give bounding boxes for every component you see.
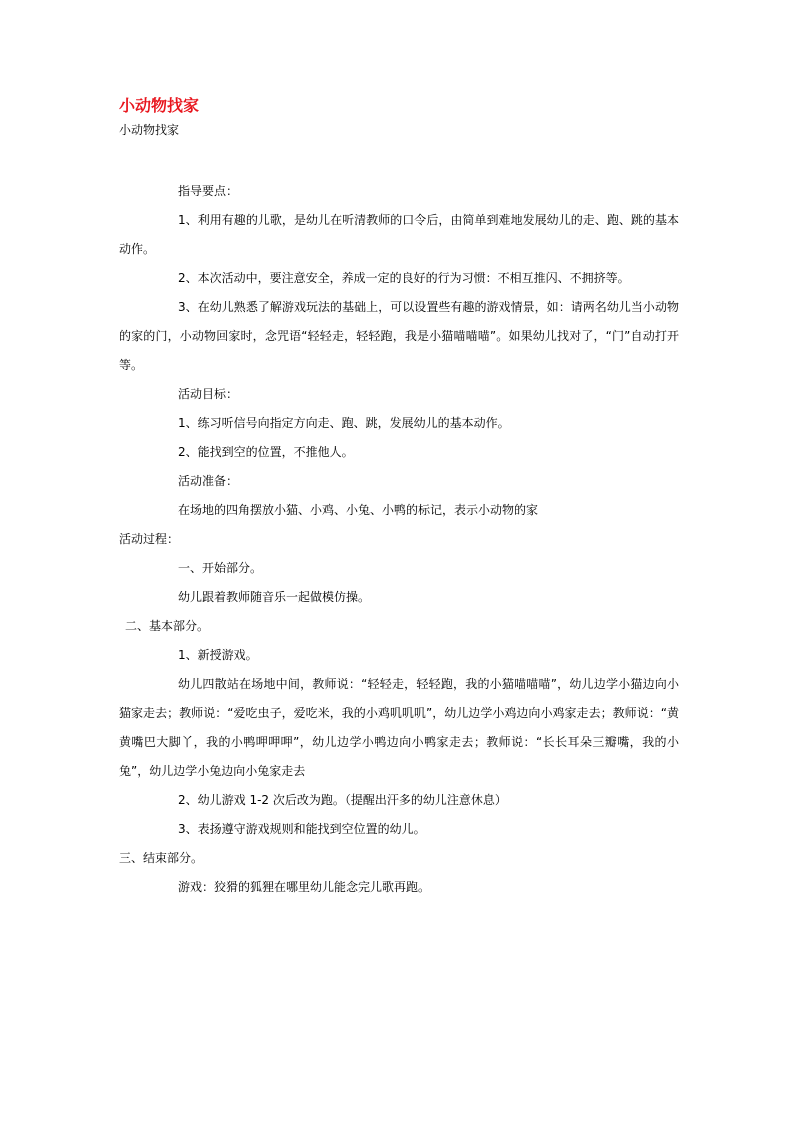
process-part-2-item-3: 3、表扬遵守游戏规则和能找到空位置的幼儿。 (178, 822, 426, 836)
process-part-1-heading: 一、开始部分。 (178, 561, 263, 575)
guidance-point-3: 3、在幼儿熟悉了解游戏玩法的基础上，可以设置些有趣的游戏情景，如：请两名幼儿当小动物的家的门，小动物回家时，念咒语“轻轻走，轻轻跑，我是小猫喵喵喵”。如果幼儿找对了，“门”自动打开等。 (119, 300, 679, 372)
goal-2: 2、能找到空的位置，不推他人。 (178, 445, 354, 459)
section-heading-process: 活动过程： (119, 532, 180, 546)
goal-1: 1、练习听信号向指定方向走、跑、跳，发展幼儿的基本动作。 (178, 416, 510, 430)
process-part-2-heading: 二、基本部分。 (125, 619, 210, 633)
process-part-3-text: 游戏：狡猾的狐狸在哪里幼儿能念完儿歌再跑。 (178, 880, 431, 894)
guidance-point-1: 1、利用有趣的儿歌，是幼儿在听清教师的口令后，由简单到难地发展幼儿的走、跑、跳的基本动作。 (119, 213, 679, 256)
guidance-point-2: 2、本次活动中，要注意安全，养成一定的良好的行为习惯：不相互推闪、不拥挤等。 (178, 271, 630, 285)
preparation-text: 在场地的四角摆放小猫、小鸡、小兔、小鸭的标记，表示小动物的家 (178, 503, 539, 517)
process-part-2-item-2: 2、幼儿游戏 1-2 次后改为跑。（提醒出汗多的幼儿注意休息） (178, 793, 507, 807)
section-heading-guidance: 指导要点： (178, 184, 239, 198)
section-heading-goals: 活动目标： (178, 387, 239, 401)
document-body (119, 177, 679, 902)
process-part-2-item-1: 1、新授游戏。 (178, 648, 258, 662)
process-part-3-heading: 三、结束部分。 (119, 851, 204, 865)
document-title: 小动物找家 (119, 96, 200, 115)
document-subtitle: 小动物找家 (119, 123, 180, 137)
process-part-1-text: 幼儿跟着教师随音乐一起做模仿操。 (178, 590, 371, 604)
process-part-2-game-description: 幼儿四散站在场地中间，教师说：“轻轻走，轻轻跑，我的小猫喵喵喵”，幼儿边学小猫边向小猫家走去；教师说：“爱吃虫子，爱吃米，我的小鸡叽叽叽”，幼儿边学小鸡边向小鸡家走去；教师说：“黄黄嘴巴大脚丫，我的小鸭呷呷呷”，幼儿边学小鸭边向小鸭家走去；教师说：“长长耳朵三瓣嘴，我的小兔”，幼儿边学小兔边向小兔家走去 (119, 677, 679, 778)
section-heading-preparation: 活动准备： (178, 474, 239, 488)
